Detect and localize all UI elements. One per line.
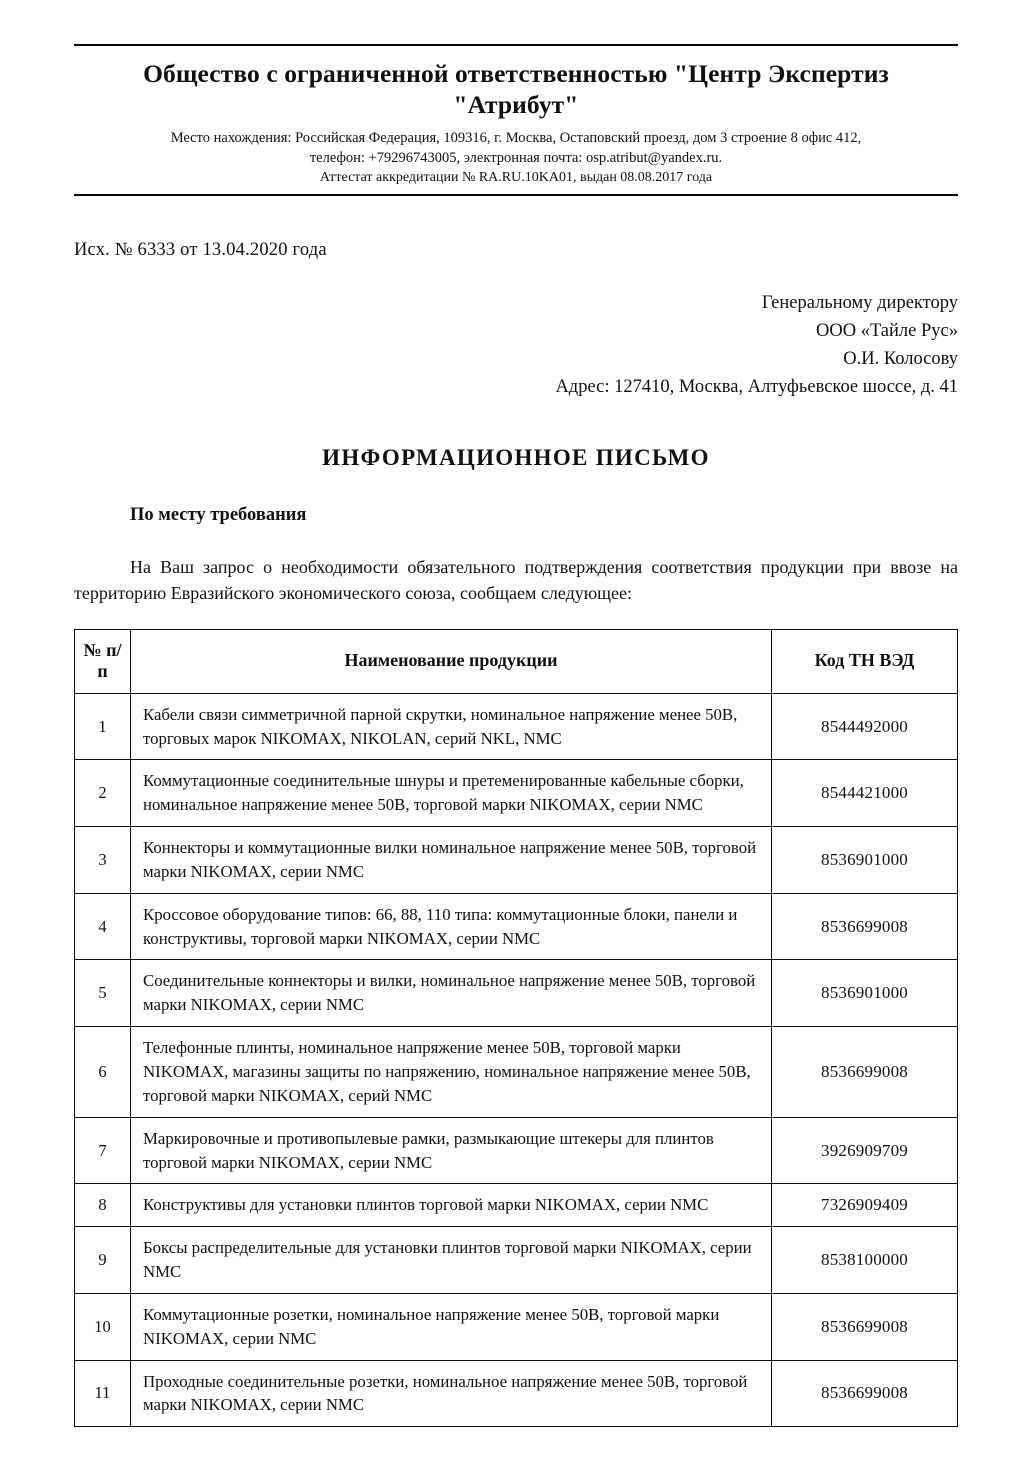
row-number: 2 bbox=[75, 760, 131, 827]
row-product-code: 8536901000 bbox=[772, 960, 958, 1027]
row-product-name: Конструктивы для установки плинтов торговой марки NIKOMAX, серии NMC bbox=[131, 1184, 772, 1227]
organization-contacts: телефон: +79296743005, электронная почта: osp.atribut@yandex.ru. bbox=[309, 150, 723, 167]
row-product-code: 8544492000 bbox=[772, 693, 958, 760]
table-row bbox=[75, 1027, 958, 1118]
row-number: 6 bbox=[75, 1027, 131, 1118]
letterhead bbox=[74, 44, 958, 196]
column-header-name: Наименование продукции bbox=[131, 629, 772, 693]
row-number: 9 bbox=[75, 1227, 131, 1294]
table-row bbox=[75, 960, 958, 1027]
intro-paragraph: На Ваш запрос о необходимости обязательного подтверждения соответствия продукции при ввозе на территорию Евразийского экономического союза, сообщаем следующее: bbox=[74, 556, 958, 604]
organization-name: Общество с ограниченной ответственностью "Центр Экспертиз "Атрибут" bbox=[143, 59, 889, 120]
addressee-person: О.И. Колосову bbox=[843, 348, 958, 369]
row-product-name: Коннекторы и коммутационные вилки номинальное напряжение менее 50В, торговой марки NIKOMAX, серии NMC bbox=[131, 827, 772, 894]
row-number: 10 bbox=[75, 1293, 131, 1360]
row-product-name: Кабели связи симметричной парной скрутки, номинальное напряжение менее 50В, торговых марок NIKOMAX, NIKOLAN, серий NKL, NMC bbox=[131, 693, 772, 760]
row-product-code: 8536699008 bbox=[772, 893, 958, 960]
column-header-number: № п/п bbox=[75, 629, 131, 693]
table-row bbox=[75, 1227, 958, 1294]
addressee-position: Генеральному директору bbox=[761, 292, 958, 313]
row-number: 8 bbox=[75, 1184, 131, 1227]
table-row bbox=[75, 760, 958, 827]
row-number: 11 bbox=[75, 1360, 131, 1427]
table-row bbox=[75, 827, 958, 894]
organization-accreditation: Аттестат аккредитации № RA.RU.10KA01, выдан 08.08.2017 года bbox=[319, 170, 713, 186]
row-number: 3 bbox=[75, 827, 131, 894]
addressee-block bbox=[74, 289, 958, 401]
row-number: 7 bbox=[75, 1117, 131, 1184]
addressee-address: Адрес: 127410, Москва, Алтуфьевское шоссе, д. 41 bbox=[555, 376, 958, 397]
outgoing-reference: Исх. № 6333 от 13.04.2020 года bbox=[74, 239, 327, 260]
table-row bbox=[75, 1117, 958, 1184]
row-product-code: 3926909709 bbox=[772, 1117, 958, 1184]
row-number: 1 bbox=[75, 693, 131, 760]
row-product-name: Соединительные коннекторы и вилки, номинальное напряжение менее 50В, торговой марки NIKOMAX, серии NMC bbox=[131, 960, 772, 1027]
page-title: ИНФОРМАЦИОННОЕ ПИСЬМО bbox=[322, 444, 710, 470]
row-product-name: Боксы распределительные для установки плинтов торговой марки NIKOMAX, серии NMC bbox=[131, 1227, 772, 1294]
row-product-name: Коммутационные розетки, номинальное напряжение менее 50В, торговой марки NIKOMAX, серии NMC bbox=[131, 1293, 772, 1360]
row-product-code: 8538100000 bbox=[772, 1227, 958, 1294]
row-product-code: 8536901000 bbox=[772, 827, 958, 894]
table-row bbox=[75, 893, 958, 960]
document-subtitle: По месту требования bbox=[130, 504, 307, 525]
row-product-code: 8544421000 bbox=[772, 760, 958, 827]
row-product-name: Кроссовое оборудование типов: 66, 88, 110 типа: коммутационные блоки, панели и конструктивы, торговой марки NIKOMAX, серии NMC bbox=[131, 893, 772, 960]
addressee-company: ООО «Тайле Рус» bbox=[816, 320, 958, 341]
table-row bbox=[75, 1293, 958, 1360]
row-product-code: 7326909409 bbox=[772, 1184, 958, 1227]
organization-address: Место нахождения: Российская Федерация, 109316, г. Москва, Остаповский проезд, дом 3 строение 8 офис 412, bbox=[170, 130, 862, 147]
table-row bbox=[75, 1360, 958, 1427]
row-product-name: Проходные соединительные розетки, номинальное напряжение менее 50В, торговой марки NIKOMAX, серии NMC bbox=[131, 1360, 772, 1427]
row-product-name: Маркировочные и противопылевые рамки, размыкающие штекеры для плинтов торговой марки NIKOMAX, серии NMC bbox=[131, 1117, 772, 1184]
row-product-code: 8536699008 bbox=[772, 1360, 958, 1427]
table-row bbox=[75, 693, 958, 760]
column-header-code: Код ТН ВЭД bbox=[772, 629, 958, 693]
row-number: 4 bbox=[75, 893, 131, 960]
row-product-code: 8536699008 bbox=[772, 1027, 958, 1118]
row-number: 5 bbox=[75, 960, 131, 1027]
row-product-name: Коммутационные соединительные шнуры и претеменированные кабельные сборки, номинальное напряжение менее 50В, торговой марки NIKOMAX, серии NMC bbox=[131, 760, 772, 827]
row-product-name: Телефонные плинты, номинальное напряжение менее 50В, торговой марки NIKOMAX, магазины защиты по напряжению, номинальное напряжение менее 50В, торговой марки NIKOMAX, серий NMC bbox=[131, 1027, 772, 1118]
products-table bbox=[74, 629, 958, 1428]
table-header-row bbox=[75, 629, 958, 693]
row-product-code: 8536699008 bbox=[772, 1293, 958, 1360]
table-row bbox=[75, 1184, 958, 1227]
